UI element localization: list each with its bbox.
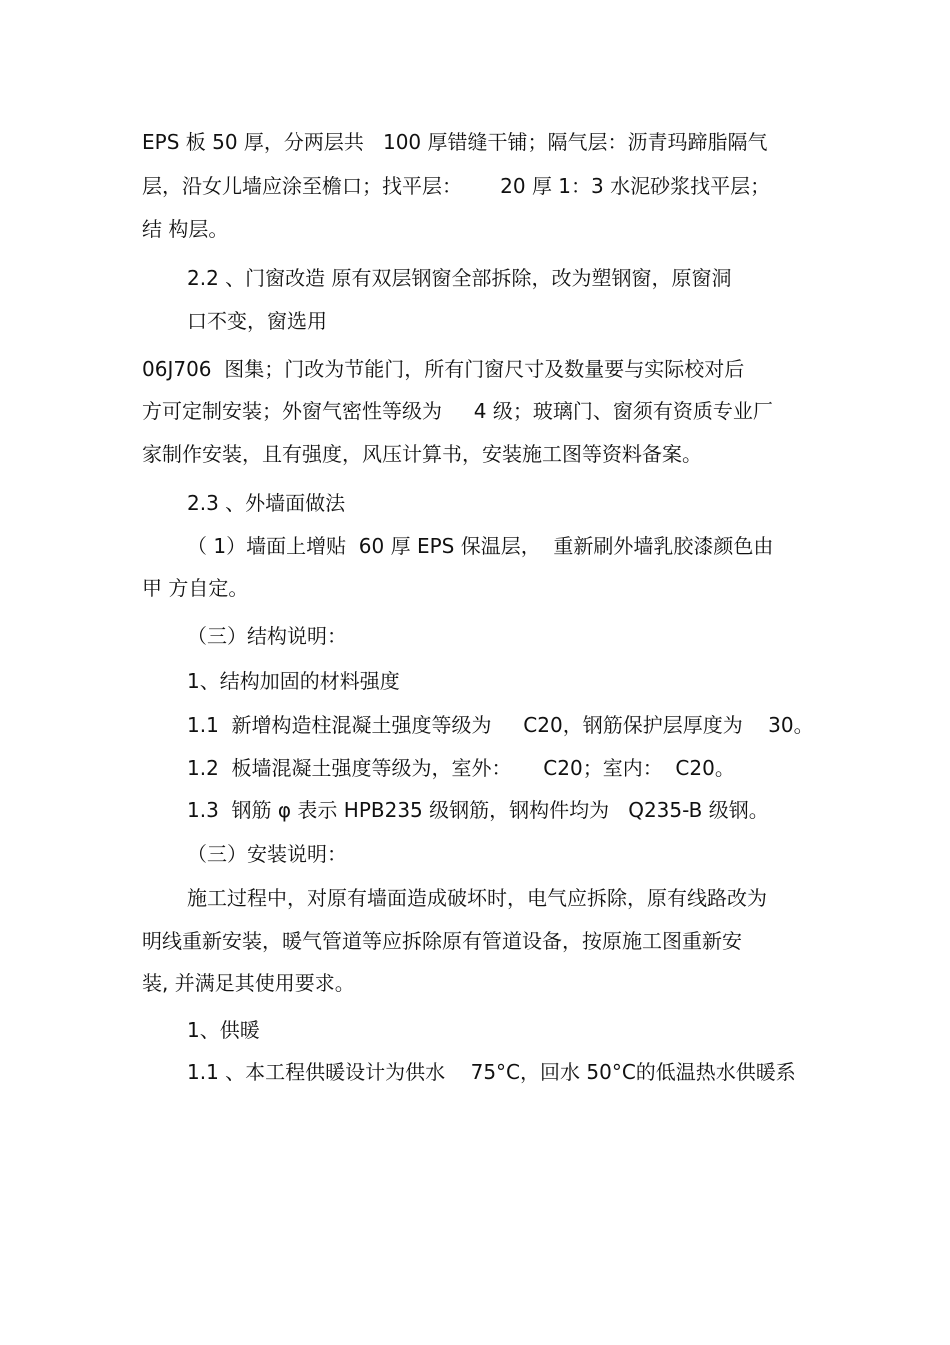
text-line-5: 口不变，窗选用 <box>187 309 327 333</box>
text-line-17: （三）安装说明： <box>187 842 347 866</box>
text-line-10: （ 1）墙面上增贴 60 厚 EPS 保温层， 重新刷外墙乳胶漆颜色由 <box>187 534 774 558</box>
text-line-19: 明线重新安装，暖气管道等应拆除原有管道设备，按原施工图重新安 <box>142 929 742 953</box>
text-line-11: 甲 方自定。 <box>142 576 249 600</box>
text-line-21: 1、供暖 <box>187 1018 260 1042</box>
text-line-15: 1.2 板墙混凝土强度等级为，室外： C20；室内： C20。 <box>187 756 735 780</box>
text-line-12: （三）结构说明： <box>187 624 347 648</box>
text-line-14: 1.1 新增构造柱混凝土强度等级为 C20，钢筋保护层厚度为 30。 <box>187 713 814 737</box>
text-line-3: 结 构层。 <box>142 217 229 241</box>
text-line-18: 施工过程中，对原有墙面造成破坏时，电气应拆除，原有线路改为 <box>187 886 767 910</box>
text-line-1: EPS 板 50 厚，分两层共 100 厚错缝干铺；隔气层：沥青玛蹄脂隔气 <box>142 130 768 154</box>
text-line-13: 1、结构加固的材料强度 <box>187 669 400 693</box>
text-line-20: 装, 并满足其使用要求。 <box>142 971 355 995</box>
text-line-2: 层，沿女儿墙应涂至檐口；找平层： 20 厚 1：3 水泥砂浆找平层； <box>142 174 771 198</box>
text-line-7: 方可定制安装；外窗气密性等级为 4 级；玻璃门、窗须有资质专业厂 <box>142 399 773 423</box>
text-line-16: 1.3 钢筋 φ 表示 HPB235 级钢筋，钢构件均为 Q235-B 级钢。 <box>187 798 769 822</box>
text-line-8: 家制作安装，且有强度，风压计算书，安装施工图等资料备案。 <box>142 442 702 466</box>
text-line-4: 2.2 、门窗改造 原有双层钢窗全部拆除，改为塑钢窗，原窗洞 <box>187 266 732 290</box>
text-line-9: 2.3 、外墙面做法 <box>187 491 346 515</box>
text-line-22: 1.1 、本工程供暖设计为供水 75°C，回水 50°C的低温热水供暖系 <box>187 1060 796 1084</box>
text-line-6: 06J706 图集；门改为节能门，所有门窗尺寸及数量要与实际校对后 <box>142 357 745 381</box>
